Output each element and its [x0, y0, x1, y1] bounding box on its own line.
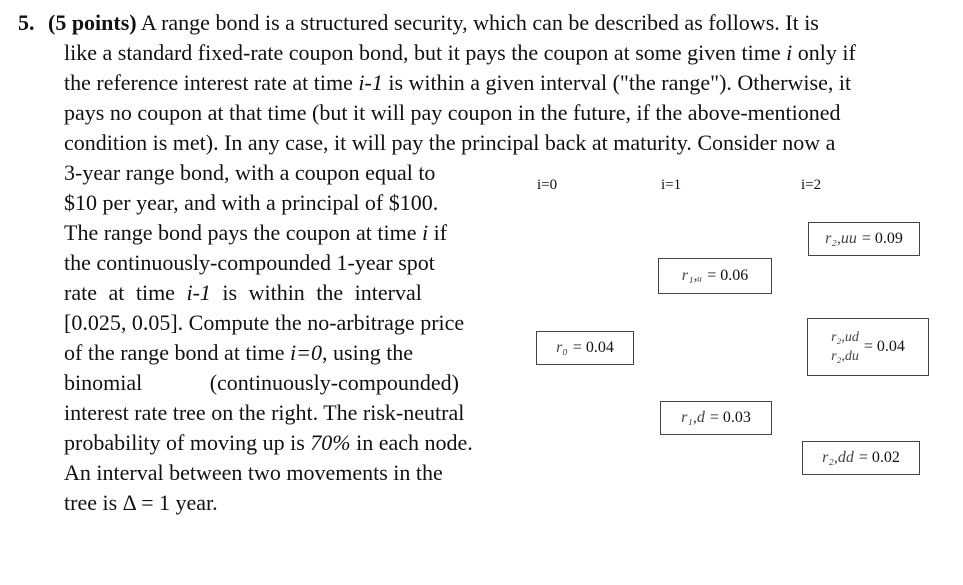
- node-r2-ud: [807, 318, 929, 376]
- problem-line-11: [64, 308, 464, 338]
- problem-text: A range bond is a structured security, which can be described as follows. It is: [140, 10, 819, 35]
- text-segment: of the range bond at time: [64, 340, 285, 365]
- text-segment: An interval between two movements in the: [64, 460, 443, 485]
- text-segment: The range bond pays the coupon at time: [64, 220, 417, 245]
- problem-line-4: [64, 98, 841, 128]
- node-r2-uu: [808, 222, 920, 256]
- text-segment: [0.025, 0.05]. Compute the no-arbitrage price: [64, 310, 465, 335]
- text-segment: if: [433, 220, 448, 245]
- math-var: i=0: [290, 340, 323, 365]
- node-label: r₂,dd: [822, 449, 854, 466]
- text-segment: is within a given interval ("the range"). Otherwise, it: [388, 70, 852, 95]
- math-var: 70%: [310, 430, 351, 455]
- node-r1-d: [660, 401, 772, 435]
- problem-line-5: [64, 128, 835, 158]
- node-value: = 0.04: [572, 339, 614, 356]
- node-value: = 0.04: [863, 338, 905, 355]
- node-label-stack: [831, 328, 859, 366]
- node-value: = 0.09: [861, 230, 903, 247]
- problem-line-12: [64, 338, 413, 368]
- problem-line-8: [64, 218, 447, 248]
- question-number: 5.: [18, 10, 35, 35]
- math-var: i-1: [186, 280, 211, 305]
- node-value: = 0.03: [709, 409, 751, 426]
- problem-line-9: [64, 248, 435, 278]
- problem-line-1: [18, 8, 930, 38]
- question-points: (5 points): [48, 10, 137, 35]
- node-r2-dd: [802, 441, 920, 475]
- problem-line-15: [64, 428, 473, 458]
- text-segment: binomial: [64, 370, 143, 395]
- problem-line-7: [64, 188, 438, 218]
- text-segment: condition is met). In any case, it will pay the principal back at maturity. Consider now a: [64, 130, 836, 155]
- text-segment: , using the: [322, 340, 414, 365]
- math-var: i: [786, 40, 793, 65]
- node-label-bottom: r₂,du: [831, 349, 859, 364]
- node-r0: [536, 331, 634, 365]
- math-var: i: [422, 220, 429, 245]
- node-r1-u: [658, 258, 772, 294]
- node-label: r₁,d: [681, 409, 705, 426]
- node-label: r₁,ᵤ: [681, 267, 703, 284]
- text-segment: tree is Δ = 1 year.: [64, 490, 218, 515]
- text-segment: (continuously-compounded): [209, 370, 460, 395]
- node-label: r₂,uu: [825, 230, 857, 247]
- text-segment: pays no coupon at that time (but it will pay coupon in the future, if the above-mentioned: [64, 100, 841, 125]
- tree-label-i2: i=2: [801, 177, 822, 193]
- problem-line-13: [64, 368, 459, 398]
- node-label: r₀: [556, 339, 568, 356]
- problem-line-6: [64, 158, 435, 188]
- text-segment: 3-year range bond, with a coupon equal to: [64, 160, 436, 185]
- tree-label-i0: i=0: [537, 177, 558, 193]
- tree-label-i1: i=1: [661, 177, 682, 193]
- text-segment: only if: [797, 40, 856, 65]
- problem-line-2: [64, 38, 856, 68]
- problem-line-14: [64, 398, 464, 428]
- text-segment: is within the interval: [222, 280, 422, 305]
- text-segment: like a standard fixed-rate coupon bond, but it pays the coupon at some given time: [64, 40, 781, 65]
- node-value: = 0.02: [858, 449, 900, 466]
- text-segment: in each node.: [356, 430, 473, 455]
- text-segment: $10 per year, and with a principal of $100.: [64, 190, 439, 215]
- text-segment: interest rate tree on the right. The risk-neutral: [64, 400, 465, 425]
- problem-line-10: [64, 278, 422, 308]
- problem-line-3: [64, 68, 851, 98]
- node-label-top: r₂,ud: [831, 330, 859, 345]
- text-segment: rate at time: [64, 280, 175, 305]
- node-value: = 0.06: [707, 267, 749, 284]
- math-var: i-1: [358, 70, 383, 95]
- text-segment: the continuously-compounded 1-year spot: [64, 250, 435, 275]
- text-segment: the reference interest rate at time: [64, 70, 353, 95]
- problem-line-17: [64, 488, 218, 518]
- problem-line-16: [64, 458, 443, 488]
- text-segment: probability of moving up is: [64, 430, 305, 455]
